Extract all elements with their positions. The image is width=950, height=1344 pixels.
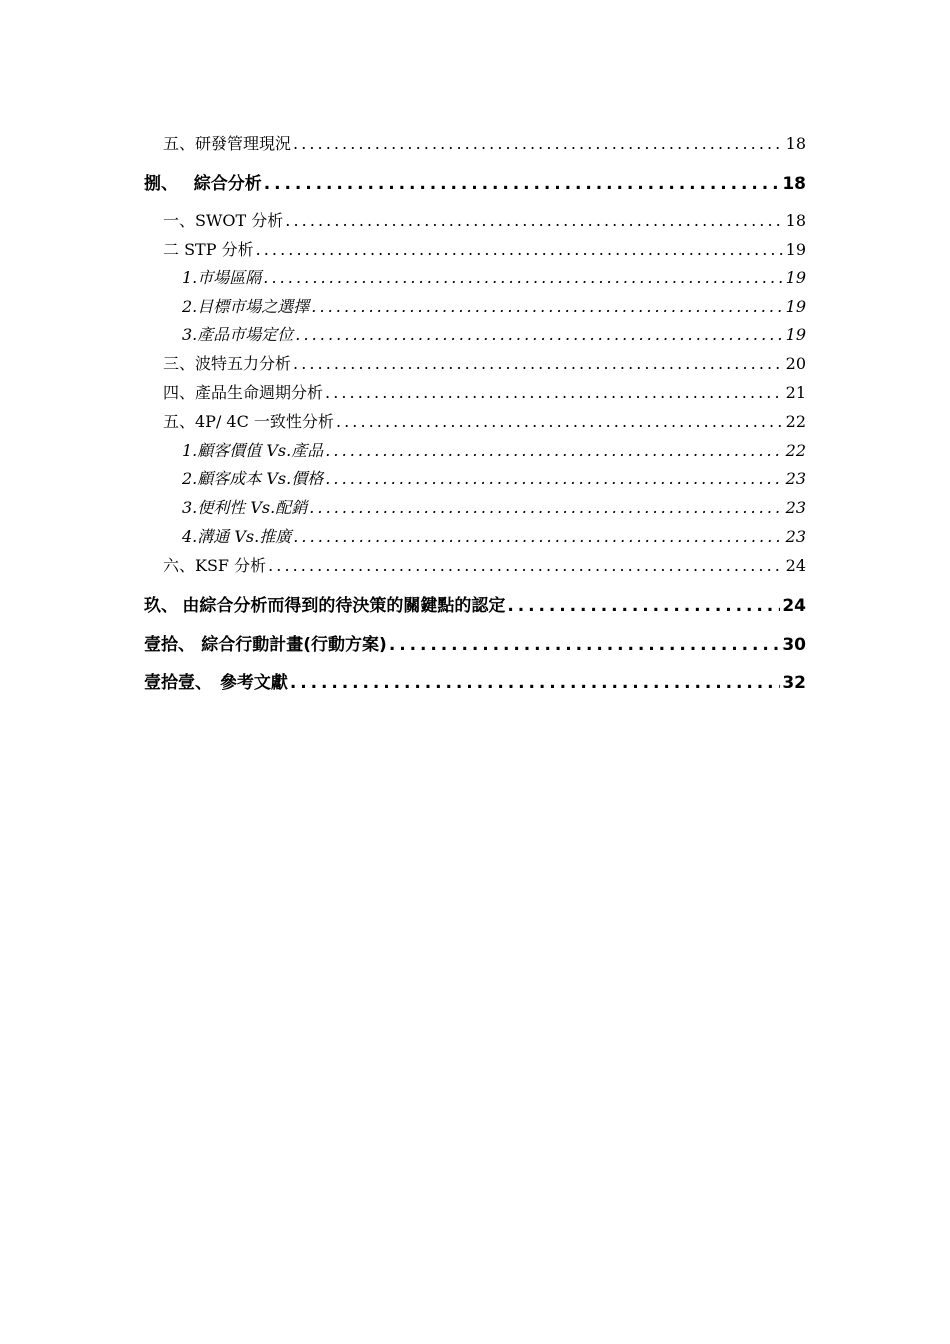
toc-entry-product-life-cycle[interactable] <box>163 380 806 403</box>
toc-entry-label: 五、4P/ 4C 一致性分析 <box>163 412 334 431</box>
toc-chapter-title: 綜合分析 <box>193 174 262 194</box>
dot-leader <box>325 383 784 402</box>
toc-entry-porter-five-forces[interactable] <box>163 351 806 374</box>
toc-entry-swot[interactable] <box>163 208 806 231</box>
toc-subentry-segmentation[interactable] <box>182 265 806 288</box>
toc-chapter-title: 參考文獻 <box>219 673 288 693</box>
toc-subentry-targeting[interactable] <box>182 294 806 317</box>
toc-chapter-number: 玖、 <box>144 596 178 616</box>
toc-page-number: 23 <box>785 498 806 517</box>
toc-entry-label: 2.目標市場之選擇 <box>182 297 310 316</box>
toc-chapter-number: 壹拾、 <box>144 635 195 655</box>
toc-entry-stp[interactable] <box>163 237 806 260</box>
toc-subentry-positioning[interactable] <box>182 322 806 345</box>
toc-entry-label: 3.產品市場定位 <box>182 325 294 344</box>
toc-page-number: 19 <box>785 240 806 259</box>
toc-page-number: 19 <box>785 268 806 287</box>
toc-subentry-convenience[interactable] <box>182 495 806 518</box>
toc-entry-label: 4.溝通 Vs.推廣 <box>182 527 292 546</box>
toc-entry-rd-management[interactable] <box>163 131 806 154</box>
dot-leader <box>325 469 783 488</box>
dot-leader <box>264 174 781 194</box>
toc-entry-label: 3.便利性 Vs.配銷 <box>182 498 308 517</box>
toc-page-number: 32 <box>782 673 806 693</box>
toc-chapter-title: 由綜合分析而得到的待決策的關鍵點的認定 <box>182 596 506 616</box>
toc-page-number: 21 <box>785 383 806 402</box>
toc-entry-label: 一、SWOT 分析 <box>163 211 284 230</box>
toc-chapter-key-decision-points[interactable] <box>144 591 806 616</box>
toc-entry-label: 六、KSF 分析 <box>163 556 267 575</box>
toc-entry-ksf[interactable] <box>163 553 806 576</box>
toc-chapter-number: 壹拾壹、 <box>144 673 212 693</box>
toc-entry-label: 1.顧客價值 Vs.產品 <box>182 441 324 460</box>
dot-leader <box>293 134 784 153</box>
dot-leader <box>285 211 783 230</box>
toc-entry-label: 2.顧客成本 Vs.價格 <box>182 469 324 488</box>
toc-entry-label: 三、波特五力分析 <box>163 354 292 373</box>
toc-page-number: 22 <box>785 412 806 431</box>
toc-page-number: 22 <box>785 441 806 460</box>
toc-chapter-comprehensive-analysis[interactable] <box>144 169 806 194</box>
dot-leader <box>256 240 784 259</box>
toc-chapter-title: 綜合行動計畫(行動方案) <box>201 635 387 655</box>
toc-page-number: 18 <box>785 211 806 230</box>
dot-leader <box>268 556 784 575</box>
toc-page-number: 18 <box>782 174 806 194</box>
toc-subentry-customer-value[interactable] <box>182 438 806 461</box>
dot-leader <box>293 354 784 373</box>
dot-leader <box>507 596 780 616</box>
toc-page-number: 18 <box>785 134 806 153</box>
toc-page-number: 24 <box>782 596 806 616</box>
dot-leader <box>311 297 783 316</box>
toc-subentry-communication[interactable] <box>182 524 806 547</box>
toc-page-number: 30 <box>782 635 806 655</box>
toc-entry-label: 五、研發管理現況 <box>163 134 292 153</box>
toc-chapter-references[interactable] <box>144 668 806 693</box>
toc-page-number: 20 <box>785 354 806 373</box>
toc-page-number: 19 <box>785 325 806 344</box>
toc-entry-label: 二 STP 分析 <box>163 240 254 259</box>
toc-entry-label: 四、產品生命週期分析 <box>163 383 324 402</box>
dot-leader <box>293 527 783 546</box>
dot-leader <box>309 498 783 517</box>
toc-page-number: 23 <box>785 469 806 488</box>
toc-page-number: 23 <box>785 527 806 546</box>
dot-leader <box>263 268 783 287</box>
toc-page-number: 19 <box>785 297 806 316</box>
dot-leader <box>290 673 780 693</box>
toc-page-number: 24 <box>785 556 806 575</box>
dot-leader <box>295 325 783 344</box>
dot-leader <box>389 635 781 655</box>
toc-chapter-number: 捌、 <box>144 174 178 194</box>
toc-subentry-customer-cost[interactable] <box>182 466 806 489</box>
dot-leader <box>336 412 784 431</box>
toc-entry-4p-4c[interactable] <box>163 409 806 432</box>
toc-chapter-action-plan[interactable] <box>144 630 806 655</box>
toc-entry-label: 1.市場區隔 <box>182 268 262 287</box>
dot-leader <box>325 441 783 460</box>
